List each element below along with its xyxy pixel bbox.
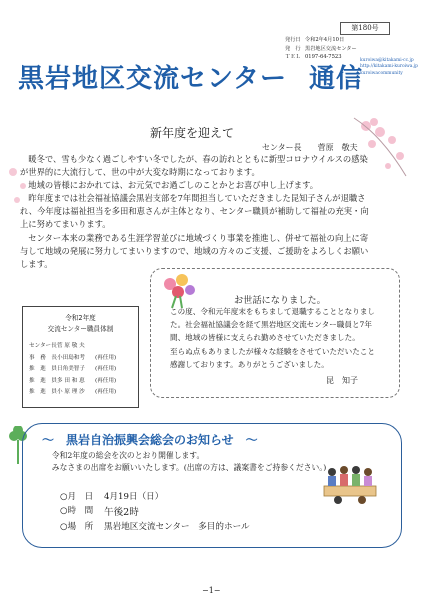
meeting-time: ○時 間 午後2時 — [60, 506, 139, 518]
social-link[interactable]: kuroiwacommunity — [360, 70, 403, 76]
title-sub: 通信 — [309, 64, 364, 94]
section-body — [20, 153, 376, 271]
staff-row: 推 進 員 小 原 理 沙 (再任用) — [29, 389, 117, 396]
title-main: 黒岩地区交流センター — [18, 64, 287, 94]
staff-heading: 令和2年度 交流センター職員体制 — [47, 314, 114, 333]
staff-list — [29, 341, 116, 399]
page-number: −1− — [202, 586, 221, 595]
staff-row: 事 務 長 小田島和考 (再任用) — [29, 354, 117, 361]
staff-row: センター長 菅 原 敬 夫 — [29, 343, 85, 349]
issue-number: 第180号 — [340, 22, 390, 35]
farewell-title: お世話になりました。 — [234, 295, 326, 306]
meeting-date: ○月 日 4月19日（日） — [60, 492, 164, 502]
newsletter-title — [18, 58, 363, 95]
meeting-place: ○場 所 黒岩地区交流センター 多目的ホール — [60, 522, 250, 532]
web-link[interactable]: http://kitakami-kuroiwa.jp — [360, 64, 418, 70]
contact-links — [360, 58, 418, 77]
paragraph: 地域の皆様におかれては、お元気でお過ごしのことかとお喜び申し上げます。 — [28, 180, 319, 191]
farewell-signature: 昆 知子 — [326, 376, 358, 385]
paragraph: 令和2年度の総会を次のとおり開催します。 — [51, 451, 205, 460]
section-title: 新年度を迎えて — [150, 126, 235, 140]
farewell-body — [170, 305, 382, 371]
paragraph: センター本来の業務である生涯学習並びに地域づくり事業を推進し、併せて福祉の向上に寄与して地域の発展に努力してまいりますので、地域の方々のご支援、ご援助をよろしくお願いします。 — [20, 232, 369, 269]
paragraph: 昨年度までは社会福祉協議会黒岩支部を7年間担当していただきました昆知子さんが退職され、今年度は福祉担当を多田和恵さんが主体となり、センター職員が補助して福祉の充実・向上に努めてまいります。 — [20, 193, 369, 230]
paragraph: 至らぬ点もありましたが様々な経験をさせていただいたこと感謝しております。ありがとうございました。 — [170, 346, 376, 369]
email-link[interactable]: kuroiwa@kitakami-cc.jp — [360, 58, 414, 63]
meeting-people-icon — [318, 456, 382, 512]
bouquet-icon — [156, 270, 200, 310]
notice-title: ～ 黒岩自治振興会総会のお知らせ ～ — [42, 433, 258, 447]
staff-row: 推 進 員 日角美智子 (再任用) — [29, 366, 117, 373]
paragraph: みなさまの出席をお願いいたします。(出席の方は、議案書をご持参ください。) — [51, 463, 327, 472]
staff-row: 推 進 員 多 田 和 恵 (再任用) — [29, 377, 117, 384]
paragraph: 暖冬で、雪も少なく過ごしやすい冬でしたが、春の訪れとともに新型コロナウイルスの感染が世界的に大流行して、世の中が大変な時期になっております。 — [20, 154, 368, 178]
publication-meta: 発行日 令和2年4月10日 発 行 黒岩地区交流センター ＴＥＬ 0197-64-7523 — [285, 37, 357, 61]
paragraph: この度、令和元年度末をもちまして退職することとなりました。社会福祉協議会を経て黒岩地区交流センター職員と7年間、地域の皆様に支えられ勤めさせていただきました。 — [170, 307, 376, 343]
staff-roster-box — [22, 306, 139, 408]
section-byline: センター長 菅原 敬夫 — [262, 143, 358, 152]
